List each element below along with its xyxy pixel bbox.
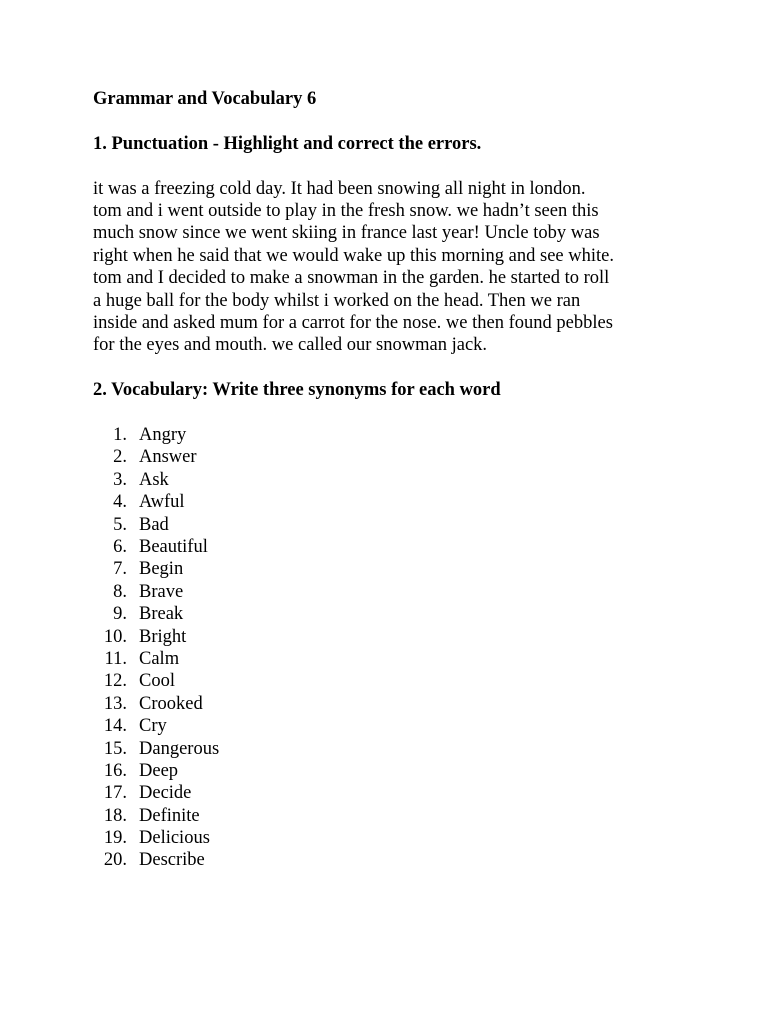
item-number: 5.	[113, 514, 127, 535]
item-word: Cool	[139, 671, 175, 692]
item-number: 6.	[113, 536, 127, 557]
vocabulary-list	[93, 424, 713, 872]
item-number: 7.	[113, 559, 127, 580]
item-number: 8.	[113, 581, 127, 602]
list-item	[93, 648, 713, 670]
item-word: Dangerous	[139, 738, 220, 759]
list-item	[93, 446, 713, 468]
item-word: Crooked	[139, 693, 203, 714]
list-item	[93, 424, 713, 446]
item-number: 17.	[103, 783, 127, 804]
list-item	[93, 626, 713, 648]
item-number: 4.	[113, 492, 127, 513]
paragraph-line: inside and asked mum for a carrot for the nose. we then found pebbles	[93, 313, 613, 334]
item-word: Decide	[139, 783, 192, 804]
item-number: 2.	[113, 447, 127, 468]
paragraph-line: tom and I decided to make a snowman in the garden. he started to roll	[93, 268, 610, 289]
item-number: 19.	[103, 828, 127, 849]
item-number: 9.	[113, 604, 127, 625]
list-item	[93, 782, 713, 804]
item-number: 16.	[103, 760, 127, 781]
paragraph-line: a huge ball for the body whilst i worked on the head. Then we ran	[93, 290, 581, 311]
list-item	[93, 514, 713, 536]
section1-heading: 1. Punctuation - Highlight and correct the errors.	[93, 133, 482, 154]
item-number: 1.	[113, 425, 127, 446]
list-item	[93, 670, 713, 692]
item-number: 3.	[113, 469, 127, 490]
paragraph-line: for the eyes and mouth. we called our snowman jack.	[93, 335, 488, 356]
item-word: Describe	[139, 850, 205, 871]
punctuation-paragraph	[93, 178, 713, 357]
item-word: Bad	[139, 514, 169, 535]
list-item	[93, 760, 713, 782]
item-word: Begin	[139, 559, 184, 580]
item-word: Delicious	[139, 828, 210, 849]
section2-heading: 2. Vocabulary: Write three synonyms for each word	[93, 380, 501, 401]
item-word: Break	[139, 604, 184, 625]
list-item	[93, 738, 713, 760]
item-word: Definite	[139, 805, 200, 826]
item-word: Angry	[139, 425, 187, 446]
item-number: 12.	[103, 671, 127, 692]
paragraph-line: right when he said that we would wake up this morning and see white.	[93, 245, 614, 266]
item-number: 13.	[103, 693, 127, 714]
list-item	[93, 469, 713, 491]
item-number: 10.	[103, 626, 127, 647]
list-item	[93, 491, 713, 513]
item-number: 15.	[103, 738, 127, 759]
list-item	[93, 693, 713, 715]
item-number: 14.	[103, 716, 127, 737]
list-item	[93, 827, 713, 849]
paragraph-line: it was a freezing cold day. It had been snowing all night in london.	[93, 178, 586, 199]
list-item	[93, 849, 713, 871]
document-title: Grammar and Vocabulary 6	[93, 89, 317, 109]
document-page	[93, 88, 713, 872]
paragraph-line: much snow since we went skiing in france last year! Uncle toby was	[93, 223, 600, 244]
item-word: Calm	[139, 648, 180, 669]
item-word: Ask	[139, 469, 169, 490]
list-item	[93, 805, 713, 827]
item-word: Awful	[139, 492, 185, 513]
item-number: 11.	[104, 648, 127, 669]
paragraph-line: tom and i went outside to play in the fresh snow. we hadn’t seen this	[93, 201, 599, 221]
item-number: 20.	[103, 850, 127, 871]
list-item	[93, 603, 713, 625]
item-word: Brave	[139, 581, 184, 602]
item-word: Beautiful	[139, 536, 208, 557]
item-number: 18.	[103, 805, 127, 826]
list-item	[93, 715, 713, 737]
item-word: Cry	[139, 716, 167, 737]
item-word: Deep	[139, 760, 179, 781]
list-item	[93, 536, 713, 558]
item-word: Answer	[139, 447, 197, 468]
item-word: Bright	[139, 626, 187, 647]
list-item	[93, 581, 713, 603]
list-item	[93, 558, 713, 580]
